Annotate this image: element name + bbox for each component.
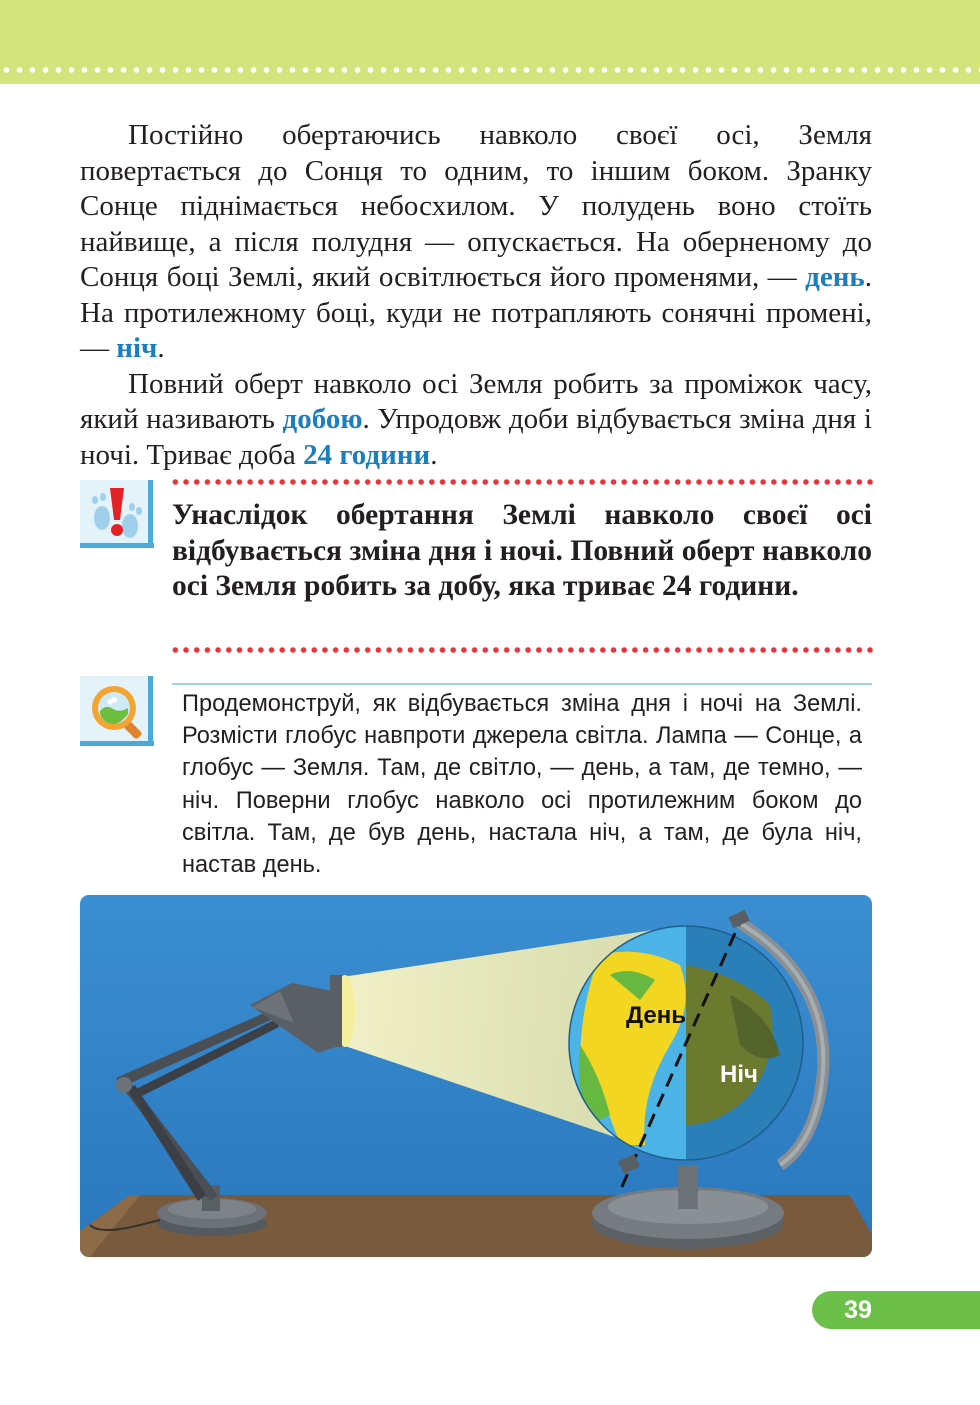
exclamation-footprints-icon [80,480,154,548]
rule-text: Унаслідок обертання Землі навколо своєї осі відбувається зміна дня і ночі. Повний оберт навколо осі Земля робить за добу, яка триває 24 години. [172,499,872,602]
lamp-globe-illustration [80,895,872,1257]
experiment-top-line [172,683,872,685]
page-number: 39 [844,1296,872,1324]
header-dotted-line [0,66,980,74]
rule-bottom-dotted-line [170,646,874,654]
night-label: Ніч [720,1061,758,1088]
experiment-text: Продемонструй, як відбувається зміна дня і ночі на Землі. Розмісти глобус навпроти джерела світла. Лампа — Сонце, а глобус — Земля. Там, де світло, — день, а там, де темно, — ніч. Поверни глобус навколо осі протилежним боком до світла. Там, де був день, настала ніч, а там, де була ніч, настав день. [182,691,862,879]
magnifier-globe-icon [80,676,154,746]
paragraph-day-length: Повний оберт навколо осі Земля робить за проміжок часу, який називають добою. Упродовж доби відбувається зміна дня і ночі. Триває доба 24 години. [80,367,872,471]
keyword-24-hours: 24 години [303,438,431,471]
day-label: День [626,1002,686,1029]
main-text [80,118,872,473]
rule-top-dotted-line [170,478,874,486]
keyword-night: ніч [116,332,158,364]
page-number-tab [812,1291,980,1329]
paragraph-day-night: Постійно обертаючись навколо своєї осі, Земля повертається до Сонця то одним, то іншим боком. Зранку Сонце піднімається небосхилом. У полудень воно стоїть найвище, а після полудня — опускається. На оберненому до Сонця боці Землі, який освітлюється його променями, — день. На протилежному боці, куди не потрапляють сонячні промені, — ніч. [80,119,872,364]
keyword-doba: добою [282,403,363,435]
keyword-day: день [805,261,865,293]
